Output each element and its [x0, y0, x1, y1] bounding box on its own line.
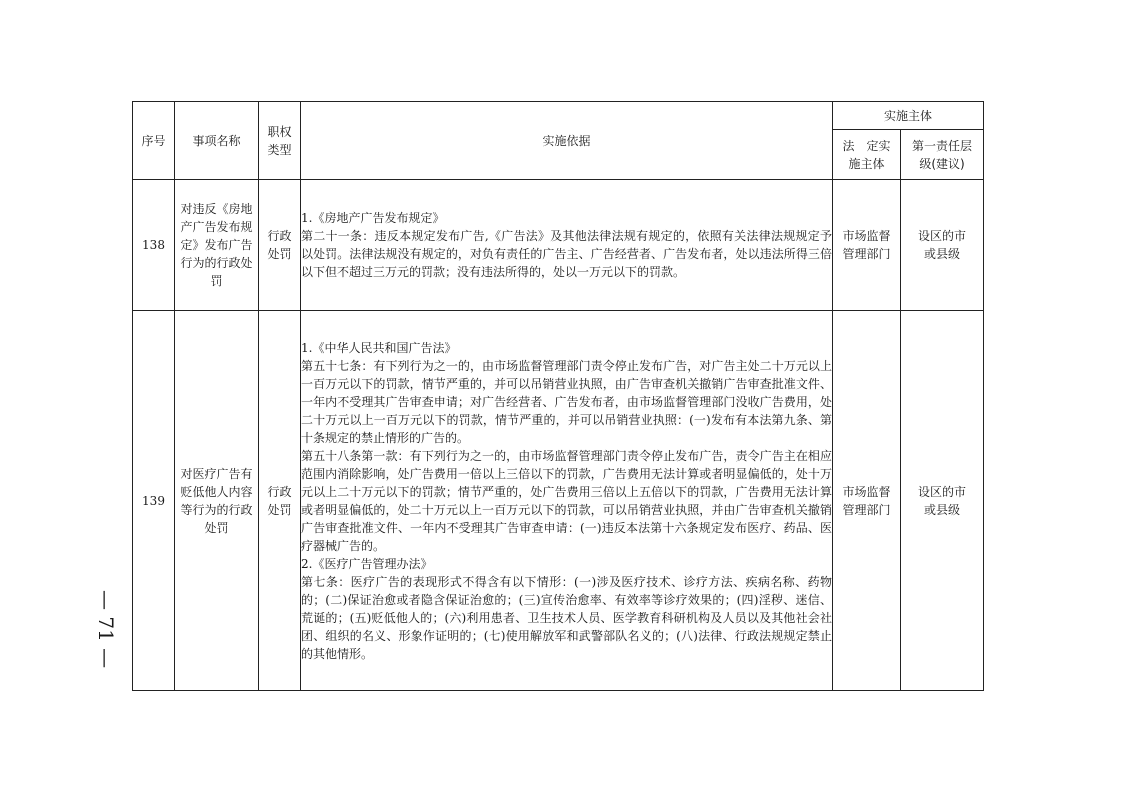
basis-line: 1.《房地产广告发布规定》 [301, 211, 445, 225]
col-name-header: 事项名称 [175, 102, 259, 180]
page-number-text: — 71 — [94, 590, 118, 669]
col-level-header: 第一责任层级(建议) [901, 130, 984, 180]
col-no-header: 序号 [133, 102, 175, 180]
header-row-1 [133, 102, 984, 130]
row-no: 139 [133, 311, 175, 691]
col-subject-header: 实施主体 [833, 102, 984, 130]
basis-line: 第七条：医疗广告的表现形式不得含有以下情形：(一)涉及医疗技术、诊疗方法、疾病名称、药物的；(二)保证治愈或者隐含保证治愈的；(三)宣传治愈率、有效率等诊疗效果的；(四)淫秽、迷信、荒诞的；(五)贬低他人的；(六)利用患者、卫生技术人员、医学教育科研机构及人员以及其他社会社团、组织的名义、形象作证明的；(七)使用解放军和武警部队名义的；(八)法律、行政法规规定禁止的其他情形。 [301, 574, 832, 661]
row-basis [301, 311, 833, 691]
row-type: 行政处罚 [259, 180, 301, 311]
table-row [133, 180, 984, 311]
row-no: 138 [133, 180, 175, 311]
row-subject: 市场监督管理部门 [833, 180, 901, 311]
row-level: 设区的市或县级 [901, 311, 984, 691]
row-subject: 市场监督管理部门 [833, 311, 901, 691]
row-level: 设区的市或县级 [901, 180, 984, 311]
col-type-header: 职权类型 [259, 102, 301, 180]
basis-line: 1.《中华人民共和国广告法》 [301, 340, 457, 355]
basis-line: 第二十一条：违反本规定发布广告,《广告法》及其他法律法规有规定的，依照有关法律法规规定予以处罚。法律法规没有规定的，对负有责任的广告主、广告经营者、广告发布者，处以违法所得三倍以下但不超过三万元的罚款；没有违法所得的，处以一万元以下的罚款。 [301, 229, 832, 279]
basis-line: 第五十七条：有下列行为之一的，由市场监督管理部门责令停止发布广告，对广告主处二十万元以上一百万元以下的罚款，情节严重的，并可以吊销营业执照，由广告审查机关撤销广告审查批准文件、一年内不受理其广告审查申请；对广告经营者、广告发布者，由市场监督管理部门没收广告费用，处二十万元以上一百万元以下的罚款，情节严重的，并可以吊销营业执照：(一)发布有本法第九条、第十条规定的禁止情形的广告的。 [301, 358, 832, 445]
basis-line: 第五十八条第一款：有下列行为之一的，由市场监督管理部门责令停止发布广告，责令广告主在相应范围内消除影响，处广告费用一倍以上三倍以下的罚款，广告费用无法计算或者明显偏低的，处十万元以上二十万元以下的罚款；情节严重的，处广告费用三倍以上五倍以下的罚款，广告费用无法计算或者明显偏低的，处二十万元以上一百万元以下的罚款，可以吊销营业执照，并由广告审查机关撤销广告审查批准文件、一年内不受理其广告审查申请：(一)违反本法第十六条规定发布医疗、药品、医疗器械广告的。 [301, 448, 832, 553]
basis-line: 2.《医疗广告管理办法》 [301, 556, 433, 571]
row-name: 对违反《房地产广告发布规定》发布广告行为的行政处罚 [175, 180, 259, 311]
enforcement-table [132, 101, 984, 691]
table-row [133, 311, 984, 691]
row-basis [301, 180, 833, 311]
col-basis-header: 实施依据 [301, 102, 833, 180]
row-name: 对医疗广告有贬低他人内容等行为的行政处罚 [175, 311, 259, 691]
page-number [90, 590, 130, 700]
col-legal-header: 法 定实施主体 [833, 130, 901, 180]
row-type: 行政处罚 [259, 311, 301, 691]
